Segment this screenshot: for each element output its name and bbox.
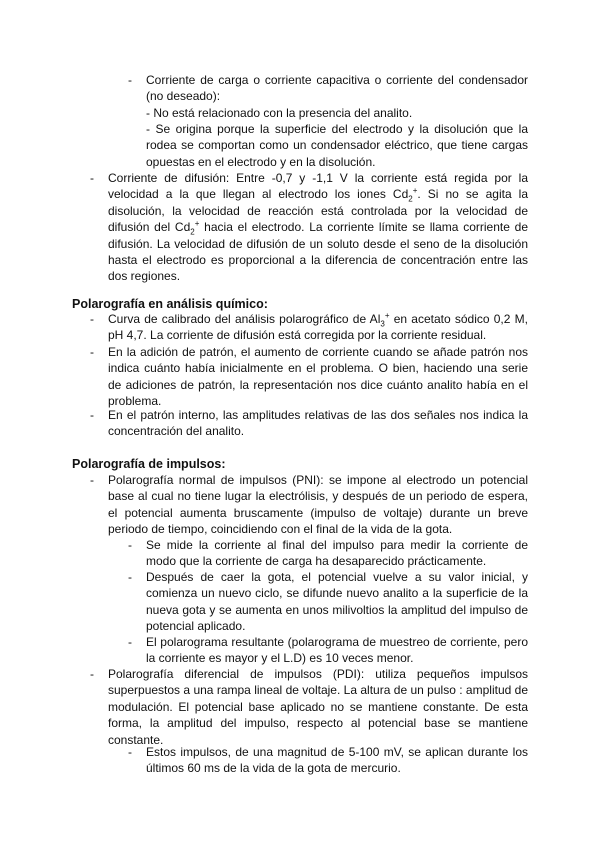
difusion-text-b: . Si no se agita la disolución, la velocidad de reacción está controlada por la velocidad de difusión del Cd [108,187,529,235]
bullet-dash: - [90,312,94,326]
difusion-text-a: Corriente de difusión: Entre -0,7 y -1,1 V la corriente está regida por la velocidad a la que llegan al electrodo los iones Cd [108,171,528,202]
carga-sub-1: - No está relacionado con la presencia del analito. [146,106,413,120]
analisis-item-1-text-b: en acetato sódico 0,2 M, pH 4,7. La corriente de difusión está corregida por la corriente residual. [108,312,528,343]
cd-superscript: + [194,219,200,229]
bullet-dash: - [128,73,132,87]
difusion-text-c: hacia el electrodo. La corriente límite se llama corriente de difusión. La velocidad de difusión de un soluto desde el seno de la disolución hasta el electrodo es proporcional a la diferencia de concentración entre las dos regiones. [108,220,529,284]
analisis-item-2: En la adición de patrón, el aumento de corriente cuando se añade patrón nos indica cuánto había inicialmente en el problema. O bien, haciendo una serie de adiciones de patrón, la representación nos dice cuánto analito había en el problema. [108,345,528,409]
bullet-dash: - [128,635,132,649]
cd-subscript: 2 [190,227,195,237]
bullet-dash: - [90,408,94,422]
al-superscript: + [384,311,390,320]
bullet-dash: - [90,667,94,681]
pdi-sub-1: Estos impulsos, de una magnitud de 5-100 mV, se aplican durante los últimos 60 ms de la vida de la gota de mercurio. [146,745,528,776]
bullet-dash: - [90,171,94,185]
pni-sub-3: El polarograma resultante (polarograma de muestreo de corriente, pero la corriente es mayor y el L.D) es 10 veces menor. [146,635,528,666]
bullet-dash: - [90,345,94,359]
analisis-item-3: En el patrón interno, las amplitudes relativas de las dos señales nos indica la concentración del analito. [108,408,528,439]
cd-superscript: + [412,186,418,196]
al-subscript: 3 [380,319,385,329]
carga-sub-2: - Se origina porque la superficie del electrodo y la disolución que la rodea se comportan como un condensador eléctrico, que tiene cargas opuestas en el electrodo y en la disolución. [146,122,528,169]
pdi-item: Polarografía diferencial de impulsos (PDI): utiliza pequeños impulsos superpuestos a una rampa lineal de voltaje. La altura de un pulso : amplitud de modulación. El potencial base aplicado no se mantiene constante. De esta forma, la amplitud del impulso, respecto al potencial base se mantiene constante. [108,667,528,747]
cd-subscript: 2 [408,194,413,204]
section-heading-impulsos: Polarografía de impulsos: [72,457,226,471]
bullet-dash: - [128,745,132,759]
pni-item: Polarografía normal de impulsos (PNI): se impone al electrodo un potencial base al cual no tiene lugar la electrólisis, y después de un periodo de espera, el potencial aumenta bruscamente (impulso de voltaje) durante un breve periodo de tiempo, coincidiendo con el final de la vida de la gota. [108,473,528,537]
bullet-dash: - [90,473,94,487]
section-heading-analisis: Polarografía en análisis químico: [72,297,268,311]
analisis-item-1 [108,311,528,344]
pni-sub-2: Después de caer la gota, el potencial vuelve a su valor inicial, y comienza un nuevo ciclo, se difunde nuevo analito a la superficie de la nueva gota y se aumenta en unos milivoltios la amplitud del impulso de potencial aplicado. [146,570,528,634]
analisis-item-1-text-a: Curva de calibrado del análisis polarográfico de Al [108,312,381,326]
bullet-dash: - [128,570,132,584]
pni-sub-1: Se mide la corriente al final del impulso para medir la corriente de modo que la corriente de carga ha desaparecido prácticamente. [146,538,528,569]
difusion-item [108,170,528,285]
bullet-dash: - [128,538,132,552]
carga-item: Corriente de carga o corriente capacitiva o corriente del condensador (no deseado): [146,73,528,104]
